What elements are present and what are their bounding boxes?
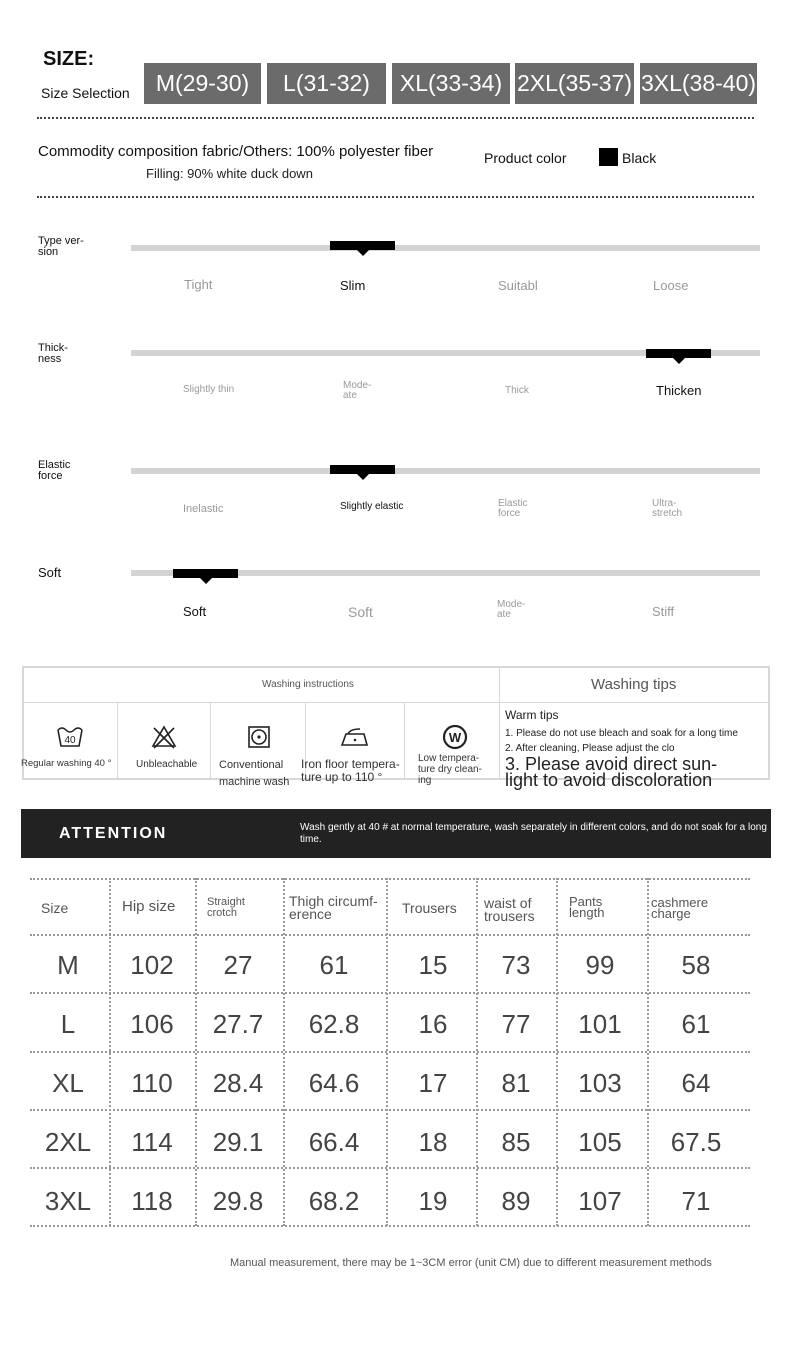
- scale-marker-thickness: [646, 349, 711, 358]
- size-chart-cell: 89: [501, 1186, 531, 1216]
- divider: [37, 196, 754, 198]
- scale-label-soft: Soft: [38, 565, 62, 580]
- size-chart-cell: 15: [418, 950, 448, 980]
- size-chart-cell: 18: [418, 1127, 448, 1157]
- size-chart-cell: 16: [418, 1009, 448, 1039]
- size-chart-cell: 105: [578, 1127, 622, 1157]
- size-chart-cell: 85: [501, 1127, 531, 1157]
- size-chart-cell: 28.4: [212, 1068, 264, 1098]
- wash-label: Conventional machine wash: [219, 759, 290, 788]
- scale-option: Stiff: [652, 604, 675, 619]
- divider: [37, 117, 754, 119]
- size-chart-cell: 77: [501, 1009, 531, 1039]
- composition-fabric: Commodity composition fabric/Others: 100% polyester fiber: [38, 143, 434, 160]
- size-chart-size-cell: 3XL: [44, 1186, 92, 1216]
- size-chart-header: Trousers: [402, 900, 457, 916]
- table-divider: [210, 702, 211, 780]
- size-chart-header: cashmere charge: [651, 895, 709, 921]
- chart-gridline: [283, 878, 285, 1226]
- size-chart-size-cell: M: [57, 950, 79, 980]
- size-chart-cell: 106: [130, 1009, 174, 1039]
- chart-gridline: [30, 934, 750, 936]
- size-chart-cell: 68.2: [308, 1186, 360, 1216]
- scale-option: Thick: [505, 385, 529, 396]
- washing-tips-header: Washing tips: [591, 676, 677, 693]
- wash-40-icon: [56, 724, 84, 750]
- size-chart-cell: 19: [418, 1186, 448, 1216]
- chart-gridline: [30, 1225, 750, 1227]
- size-chart-cell: 81: [501, 1068, 531, 1098]
- chart-gridline: [556, 878, 558, 1226]
- chart-gridline: [30, 1051, 750, 1053]
- tumble-dry-icon: [245, 724, 273, 750]
- size-chart-cell: 118: [131, 1186, 173, 1216]
- size-chart-cell: 99: [585, 950, 615, 980]
- no-bleach-icon: [150, 724, 178, 750]
- size-chart-size-cell: XL: [52, 1068, 84, 1098]
- scale-marker-elastic-force: [330, 465, 395, 474]
- svg-text:40: 40: [64, 735, 76, 746]
- washing-instructions-header: Washing instructions: [262, 679, 354, 690]
- size-option-m[interactable]: M(29-30): [144, 63, 261, 104]
- size-chart-cell: 64: [681, 1068, 711, 1098]
- svg-text:W: W: [448, 730, 462, 745]
- wet-clean-icon: [441, 724, 469, 750]
- product-color-label: Product color: [484, 150, 567, 166]
- chart-gridline: [647, 878, 649, 1226]
- size-chart-cell: 114: [131, 1127, 173, 1157]
- scale-option: Mode- ate: [497, 599, 526, 620]
- size-chart-cell: 29.8: [212, 1186, 264, 1216]
- chart-gridline: [30, 992, 750, 994]
- size-title: SIZE:: [43, 48, 95, 70]
- table-divider: [22, 702, 770, 703]
- size-chart-cell: 71: [681, 1186, 711, 1216]
- chart-gridline: [30, 1167, 750, 1169]
- size-option-l[interactable]: L(31-32): [267, 63, 386, 104]
- scale-option-selected: Slim: [340, 278, 366, 293]
- size-chart-header: Size: [41, 900, 69, 916]
- chart-gridline: [30, 878, 750, 880]
- size-chart-cell: 67.5: [670, 1127, 722, 1157]
- scale-option-selected: Soft: [183, 604, 207, 619]
- size-chart-cell: 29.1: [212, 1127, 264, 1157]
- scale-label-type-version: Type ver- sion: [38, 235, 84, 258]
- wash-label: Low tempera- ture dry clean- ing: [418, 753, 482, 786]
- size-chart-cell: 61: [681, 1009, 711, 1039]
- iron-icon: [340, 724, 368, 750]
- scale-option-selected: Slightly elastic: [340, 501, 404, 512]
- table-divider: [404, 702, 405, 780]
- size-chart-cell: 107: [578, 1186, 622, 1216]
- size-chart-cell: 62.8: [308, 1009, 360, 1039]
- scale-option: Tight: [184, 277, 213, 292]
- product-color-name: Black: [622, 150, 657, 166]
- wash-label: Unbleachable: [136, 759, 198, 770]
- scale-option-selected: Thicken: [656, 383, 702, 398]
- table-divider: [499, 666, 500, 780]
- size-chart-header: Pants length: [569, 894, 605, 920]
- table-divider: [117, 702, 118, 780]
- scale-option: Loose: [653, 278, 689, 293]
- scale-label-elastic-force: Elastic force: [38, 459, 71, 482]
- size-chart-cell: 58: [681, 950, 711, 980]
- size-chart-cell: 102: [130, 950, 174, 980]
- size-chart-cell: 61: [319, 950, 349, 980]
- scale-option: Slightly thin: [183, 384, 235, 395]
- size-chart-size-cell: 2XL: [44, 1127, 92, 1157]
- scale-marker-type-version: [330, 241, 395, 250]
- composition-filling: Filling: 90% white duck down: [146, 166, 313, 181]
- scale-option: Ultra- stretch: [652, 498, 683, 519]
- scale-option: Soft: [348, 604, 373, 620]
- chart-gridline: [109, 878, 111, 1226]
- scale-marker-soft: [173, 569, 238, 578]
- size-chart-cell: 73: [501, 950, 531, 980]
- size-chart-cell: 27: [223, 950, 253, 980]
- size-option-3xl[interactable]: 3XL(38-40): [640, 63, 757, 104]
- size-chart-cell: 110: [131, 1068, 173, 1098]
- size-chart-cell: 66.4: [308, 1127, 360, 1157]
- warm-tip: 1. Please do not use bleach and soak for a long time: [505, 728, 738, 739]
- wash-label: Iron floor tempera- ture up to 110 °: [301, 757, 400, 784]
- attention-title: ATTENTION: [59, 825, 168, 842]
- size-chart-cell: 17: [418, 1068, 448, 1098]
- chart-gridline: [476, 878, 478, 1226]
- warm-tips-title: Warm tips: [505, 708, 559, 722]
- scale-track-elastic-force: [131, 468, 760, 474]
- size-chart-header: Thigh circumf- erence: [289, 893, 378, 922]
- chart-gridline: [30, 1109, 750, 1111]
- scale-label-thickness: Thick- ness: [38, 342, 68, 365]
- size-chart-cell: 27.7: [212, 1009, 264, 1039]
- size-chart-header: waist of trousers: [484, 895, 535, 924]
- size-chart-header: Hip size: [122, 898, 176, 915]
- color-swatch-black[interactable]: [599, 148, 618, 166]
- size-chart-cell: 101: [578, 1009, 622, 1039]
- warm-tip: 2. After cleaning, Please adjust the clo: [505, 743, 675, 754]
- warm-tip-highlight: 3. Please avoid direct sun- light to avoid discoloration: [505, 754, 718, 790]
- chart-gridline: [195, 878, 197, 1226]
- size-chart-cell: 103: [578, 1068, 622, 1098]
- scale-option: Suitabl: [498, 278, 538, 293]
- chart-gridline: [386, 878, 388, 1226]
- scale-option: Elastic force: [498, 498, 528, 519]
- size-chart-cell: 64.6: [308, 1068, 360, 1098]
- size-chart-size-cell: L: [60, 1009, 76, 1039]
- size-option-2xl[interactable]: 2XL(35-37): [515, 63, 634, 104]
- scale-track-type-version: [131, 245, 760, 251]
- size-option-xl[interactable]: XL(33-34): [392, 63, 510, 104]
- size-selection-label: Size Selection: [41, 85, 130, 101]
- size-chart-header: Straight crotch: [207, 896, 245, 919]
- scale-option: Mode- ate: [343, 380, 372, 401]
- wash-label: Regular washing 40 °: [21, 758, 112, 769]
- attention-text: Wash gently at 40 # at normal temperature, wash separately in different colors, and do not soak for a long time.: [300, 822, 767, 845]
- scale-option: Inelastic: [183, 503, 224, 515]
- measurement-note: Manual measurement, there may be 1~3CM error (unit CM) due to different measurement methods: [230, 1257, 712, 1269]
